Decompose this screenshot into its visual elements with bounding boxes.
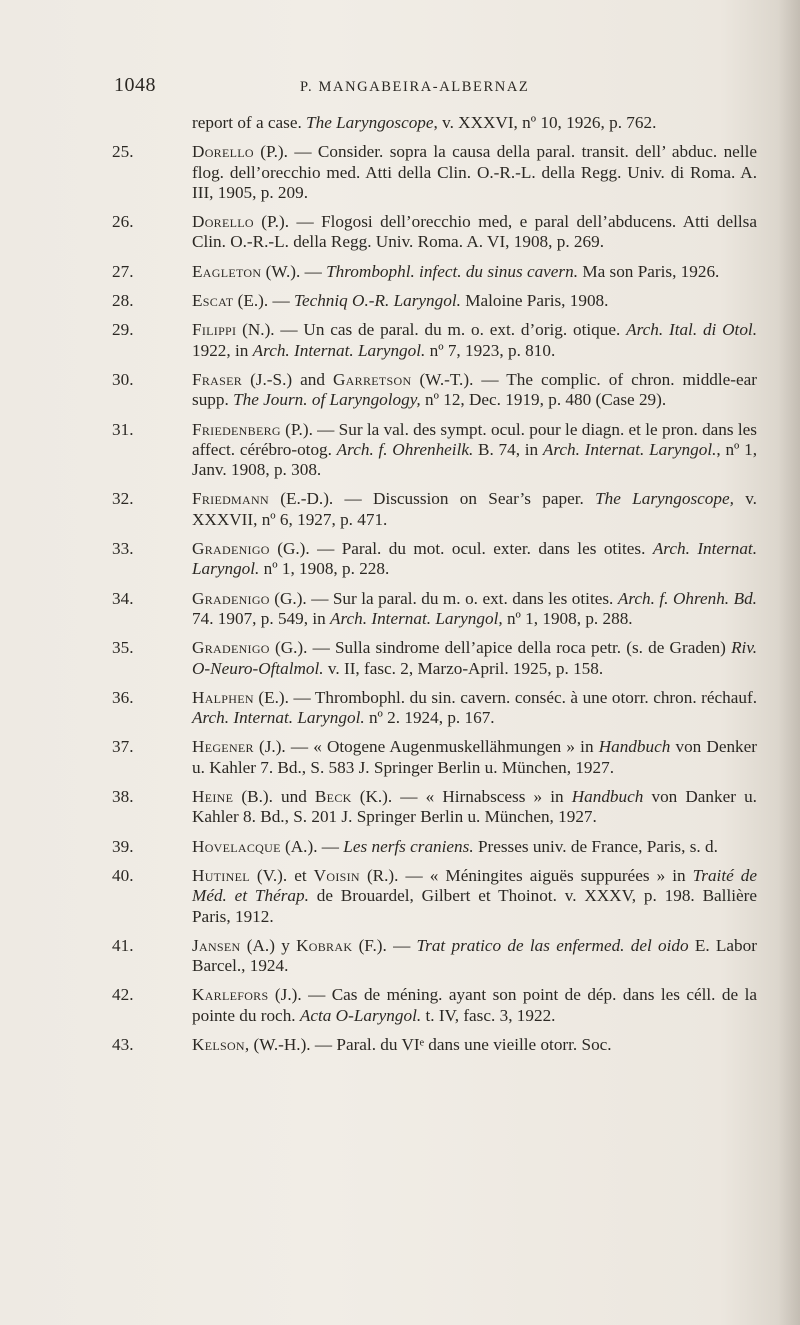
reference-fragment: (G.). — Sur la paral. du m. o. ext. dans les otites. bbox=[269, 588, 618, 608]
reference-number: 28. bbox=[112, 291, 134, 311]
reference-fragment: B. 74, in bbox=[473, 439, 543, 459]
author-name: Filippi bbox=[192, 320, 237, 340]
running-head: P. MANGABEIRA-ALBERNAZ bbox=[300, 79, 530, 95]
author-name: Kobrak bbox=[296, 935, 353, 955]
page-number: 1048 bbox=[114, 74, 156, 96]
reference-text bbox=[192, 837, 757, 857]
journal-title: Arch. Ital. di Otol. bbox=[626, 320, 757, 340]
journal-title: The Laryngoscope, bbox=[595, 489, 734, 509]
reference-entry bbox=[112, 985, 757, 1026]
page-edge-shadow bbox=[778, 0, 800, 1325]
reference-text bbox=[192, 420, 757, 481]
reference-fragment: nº 1, 1908, p. 228. bbox=[259, 559, 390, 579]
reference-entry bbox=[112, 420, 757, 481]
reference-text bbox=[192, 212, 757, 253]
reference-number: 31. bbox=[112, 419, 134, 439]
reference-fragment: (R.). — « Méningites aiguës suppurées » in bbox=[359, 865, 693, 885]
journal-title: Thrombophl. infect. du sinus cavern. bbox=[326, 261, 579, 281]
reference-number: 30. bbox=[112, 369, 134, 389]
reference-entry bbox=[112, 787, 757, 828]
author-name: Friedmann bbox=[192, 489, 269, 509]
reference-fragment: (J.-S.) and bbox=[242, 369, 333, 389]
reference-fragment: (N.). — Un cas de paral. du m. o. ext. d’orig. otique. bbox=[236, 320, 627, 340]
reference-fragment: (W.-T.). — The complic. of chron. middle-ear supp. bbox=[192, 369, 757, 410]
reference-entry bbox=[112, 113, 757, 133]
reference-fragment: (E.-D.). — Discussion on Sear’s paper. bbox=[268, 489, 596, 509]
reference-number: 42. bbox=[112, 985, 134, 1005]
journal-title: Les nerfs craniens. bbox=[343, 836, 474, 856]
reference-fragment: 74. 1907, p. 549, in bbox=[192, 608, 330, 628]
reference-fragment: (E.). — Thrombophl. du sin. cavern. conséc. à une otorr. chron. réchauf. bbox=[253, 687, 757, 707]
author-name: Friedenberg bbox=[192, 419, 281, 439]
reference-text bbox=[192, 142, 757, 203]
reference-entry bbox=[112, 936, 757, 977]
reference-text bbox=[192, 787, 757, 828]
reference-text bbox=[192, 737, 757, 778]
reference-text bbox=[192, 936, 757, 977]
reference-text bbox=[192, 1035, 757, 1055]
reference-entry bbox=[112, 589, 757, 630]
reference-fragment: (B.). und bbox=[233, 787, 315, 807]
reference-fragment: (J.). — « Otogene Augenmuskellähmungen » in bbox=[253, 737, 599, 757]
journal-title: Acta O-Laryngol. bbox=[299, 1005, 422, 1025]
reference-entry bbox=[112, 212, 757, 253]
author-name: Jansen bbox=[192, 935, 241, 955]
reference-number: 43. bbox=[112, 1034, 134, 1054]
reference-text bbox=[192, 291, 757, 311]
author-name: Hovelacque bbox=[192, 836, 281, 856]
reference-fragment: Maloine Paris, 1908. bbox=[460, 291, 609, 311]
reference-list bbox=[112, 113, 757, 1064]
journal-title: Arch. f. Ohrenheilk. bbox=[336, 439, 474, 459]
journal-title: Riv. O-Neuro-Oftalmol. bbox=[192, 638, 757, 678]
reference-fragment: 1922, in bbox=[192, 340, 253, 360]
journal-title: Trat pratico de las enfermed. del oido bbox=[416, 935, 689, 955]
reference-fragment: report of a case. bbox=[192, 113, 307, 132]
reference-fragment: , v. XXXVI, nº 10, 1926, p. 762. bbox=[433, 113, 657, 132]
reference-number: 26. bbox=[112, 212, 134, 232]
reference-text bbox=[192, 262, 757, 282]
journal-title: The Journ. of Laryngology, bbox=[233, 390, 421, 410]
reference-text bbox=[192, 370, 757, 411]
reference-fragment: nº 2. 1924, p. 167. bbox=[364, 708, 495, 728]
reference-fragment: von Denker u. Kahler 7. Bd., S. 583 J. Springer Berlin u. München, 1927. bbox=[192, 737, 757, 777]
page-header bbox=[114, 74, 760, 104]
author-name: Eagleton bbox=[192, 261, 262, 281]
reference-fragment: (V.). et bbox=[249, 865, 314, 885]
journal-title: Arch. Internat. Laryngol, bbox=[329, 608, 503, 628]
reference-entry bbox=[112, 489, 757, 530]
author-name: Garretson bbox=[332, 369, 412, 389]
reference-number: 41. bbox=[112, 935, 134, 955]
author-name: Escat bbox=[192, 291, 234, 311]
reference-entry bbox=[112, 539, 757, 580]
author-name: Hegener bbox=[192, 737, 254, 757]
reference-number: 36. bbox=[112, 687, 134, 707]
reference-fragment: nº 1, 1908, p. 288. bbox=[502, 608, 633, 628]
reference-entry bbox=[112, 320, 757, 361]
reference-fragment: , nº 1, Janv. 1908, p. 308. bbox=[192, 439, 757, 480]
reference-entry bbox=[112, 291, 757, 311]
reference-fragment: Presses univ. de France, Paris, s. d. bbox=[473, 836, 718, 856]
reference-fragment: E. Labor Barcel., 1924. bbox=[192, 935, 757, 976]
reference-entry bbox=[112, 837, 757, 857]
author-name: Hutinel bbox=[192, 865, 250, 885]
journal-title: Techniq O.-R. Laryngol. bbox=[293, 291, 461, 311]
reference-fragment: de Brouardel, Gilbert et Thoinot. v. XXXV, p. 198. Ballière Paris, 1912. bbox=[192, 886, 757, 926]
reference-fragment: von Danker u. Kahler 8. Bd., S. 201 J. Springer Berlin u. München, 1927. bbox=[192, 787, 757, 827]
author-name: Halphen bbox=[192, 687, 254, 707]
reference-fragment: (E.). — bbox=[233, 291, 294, 311]
reference-entry bbox=[112, 262, 757, 282]
journal-title: Arch. Internat. Laryngol. bbox=[192, 539, 757, 579]
journal-title: Arch. Internat. Laryngol. bbox=[192, 708, 365, 728]
reference-fragment: t. IV, fasc. 3, 1922. bbox=[421, 1005, 556, 1025]
author-name: Fraser bbox=[192, 369, 243, 389]
reference-text bbox=[192, 489, 757, 530]
reference-entry bbox=[112, 737, 757, 778]
reference-number: 37. bbox=[112, 737, 134, 757]
reference-fragment: (P.). — Consider. sopra la causa della paral. transit. dell’ abduc. nelle flog. dell’orecchio med. Atti della Clin. O.-R.-L. della Regg. Univ. di Roma. A. III, 1905, p. 209. bbox=[192, 142, 757, 202]
reference-fragment: (G.). — Sulla sindrome dell’apice della roca petr. (s. de Graden) bbox=[269, 638, 732, 658]
reference-entry bbox=[112, 142, 757, 203]
reference-number: 40. bbox=[112, 865, 134, 885]
reference-entry bbox=[112, 688, 757, 729]
author-name: Voisin bbox=[313, 865, 360, 885]
reference-entry bbox=[112, 1035, 757, 1055]
reference-text bbox=[192, 113, 757, 133]
reference-text bbox=[192, 638, 757, 679]
reference-number: 25. bbox=[112, 142, 134, 162]
reference-fragment: (A.) y bbox=[240, 935, 297, 955]
author-name: Gradenigo bbox=[192, 588, 270, 608]
author-name: Heine bbox=[192, 787, 234, 807]
reference-number: 39. bbox=[112, 836, 134, 856]
reference-text bbox=[192, 866, 757, 927]
reference-number: 35. bbox=[112, 638, 134, 658]
journal-title: Traité de Méd. et Thérap. bbox=[192, 865, 758, 906]
reference-number: 27. bbox=[112, 261, 134, 281]
reference-text bbox=[192, 539, 757, 580]
reference-text bbox=[192, 589, 757, 630]
reference-fragment: (G.). — Paral. du mot. ocul. exter. dans les otites. bbox=[269, 539, 653, 559]
reference-text bbox=[192, 688, 757, 729]
author-name: Kelson bbox=[192, 1034, 245, 1054]
reference-fragment: nº 7, 1923, p. 810. bbox=[425, 340, 556, 360]
reference-fragment: (P.). — Sur la val. des sympt. ocul. pour le diagn. et le pron. dans les affect. cérébro-otog. bbox=[192, 419, 757, 459]
reference-fragment: v. XXXVII, nº 6, 1927, p. 471. bbox=[192, 489, 757, 529]
reference-fragment: (P.). — Flogosi dell’orecchio med, e paral dell’abducens. Atti dellsa Clin. O.-R.-L. della Regg. Univ. Roma. A. VI, 1908, p. 269. bbox=[192, 212, 757, 252]
author-name: Karlefors bbox=[192, 985, 269, 1005]
reference-number: 33. bbox=[112, 539, 134, 559]
reference-number: 34. bbox=[112, 588, 134, 608]
journal-title: Arch. f. Ohrenh. Bd. bbox=[617, 588, 757, 608]
journal-title: Handbuch bbox=[598, 737, 671, 757]
author-name: Dorello bbox=[192, 212, 254, 232]
journal-title: The Laryngoscope bbox=[306, 113, 434, 132]
reference-entry bbox=[112, 370, 757, 411]
reference-fragment: (K.). — « Hirnabscess » in bbox=[351, 787, 572, 807]
author-name: Beck bbox=[314, 787, 352, 807]
reference-fragment: (J.). — Cas de méning. ayant son point de dép. dans les céll. de la pointe du roch. bbox=[192, 985, 757, 1025]
reference-fragment: , (W.-H.). — Paral. du VIᵉ dans une vieille otorr. Soc. bbox=[244, 1034, 612, 1054]
reference-number: 38. bbox=[112, 787, 134, 807]
reference-number: 32. bbox=[112, 489, 134, 509]
author-name: Gradenigo bbox=[192, 539, 270, 559]
reference-fragment: v. II, fasc. 2, Marzo-April. 1925, p. 158. bbox=[323, 658, 604, 678]
journal-title: Handbuch bbox=[571, 787, 644, 807]
reference-fragment: (A.). — bbox=[280, 836, 344, 856]
journal-title: Arch. Internat. Laryngol. bbox=[542, 439, 717, 459]
reference-text bbox=[192, 320, 757, 361]
reference-entry bbox=[112, 866, 757, 927]
reference-number: 29. bbox=[112, 320, 134, 340]
reference-fragment: (W.). — bbox=[261, 261, 327, 281]
journal-title: Arch. Internat. Laryngol. bbox=[252, 340, 426, 360]
author-name: Dorello bbox=[192, 142, 254, 162]
reference-fragment: nº 12, Dec. 1919, p. 480 (Case 29). bbox=[420, 390, 667, 410]
reference-text bbox=[192, 985, 757, 1026]
author-name: Gradenigo bbox=[192, 638, 270, 658]
reference-entry bbox=[112, 638, 757, 679]
reference-fragment: Ma son Paris, 1926. bbox=[578, 261, 720, 281]
reference-fragment: (F.). — bbox=[352, 935, 417, 955]
